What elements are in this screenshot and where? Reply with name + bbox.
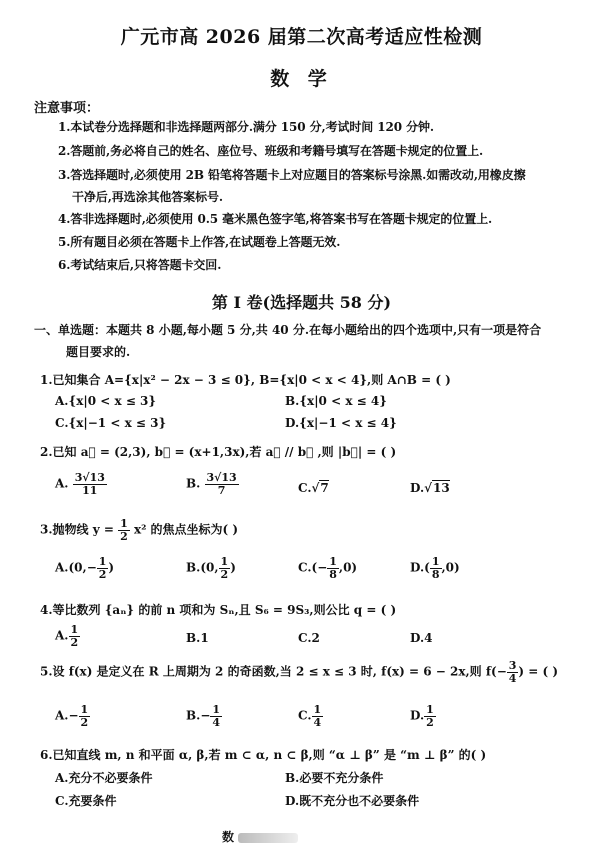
q2-c-radicand: 7 [320,481,329,495]
part-title: 第 I 卷(选择题共 58 分) [211,293,392,312]
question-3-stem [40,518,238,542]
q3-d-fraction [430,556,442,580]
sqrt-symbol: √ [424,481,433,495]
q5-d-pre: D. [410,708,425,723]
q5-a-denominator: 2 [80,715,89,729]
section-instruction: 一、单选题：本题共 8 小题,每小题 5 分,共 40 分.在每小题给出的四个选项中,只有一项是符合 [34,323,542,337]
q5-option-c [298,704,323,728]
q5-a-pre: A.− [55,708,79,723]
q5-option-a [55,704,90,728]
q5-a-numerator: 1 [80,703,89,716]
q3-b-fraction [219,556,231,580]
q2-a-numerator: 3√13 [74,471,105,484]
q3-option-b [186,556,236,580]
q5-d-fraction [424,704,436,728]
q2-b-numerator: 3√13 [206,471,237,484]
q5-b-fraction [210,704,222,728]
q2-option-a [55,472,107,496]
q3-d-denominator: 8 [431,567,440,581]
q4-option-a [55,624,80,648]
q5-d-numerator: 1 [426,703,434,716]
q2-a-fraction [73,472,107,496]
q6-option-b: B.必要不充分条件 [285,771,384,785]
page-footer [222,828,298,845]
q2-d-radicand: 13 [433,481,450,495]
question-6-stem: 6.已知直线 m, n 和平面 α, β,若 m ⊂ α, n ⊂ β,则 “α ⊥ β” 是 “m ⊥ β” 的( ) [40,748,487,762]
q3-c-denominator: 8 [329,567,337,581]
note-item: 干净后,再选涂其他答案标号. [72,190,223,204]
subject-title: 数 学 [270,68,333,90]
q2-b-fraction [205,472,239,496]
q4-option-c: C.2 [298,631,320,645]
q1-option-d: D.{x|−1 < x ≤ 4} [285,416,397,430]
q5-c-fraction [312,704,324,728]
note-item: 5.所有题目必须在答题卡上作答,在试题卷上答题无效. [58,235,341,249]
q6-option-c: C.充要条件 [55,794,117,808]
q1-option-a: A.{x|0 < x ≤ 3} [55,394,157,408]
q5-a-fraction [79,704,91,728]
q2-d-prefix: D. [410,481,425,495]
q3-a-fraction [97,556,109,580]
q4-option-b: B.1 [186,631,209,645]
q2-c-prefix: C. [298,481,312,495]
question-1-stem: 1.已知集合 A={x|x² − 2x − 3 ≤ 0}, B={x|0 < x < 4},则 A∩B = ( ) [40,373,451,387]
section-instruction-cont: 题目要求的. [66,345,131,359]
q2-option-d [410,481,450,495]
q2-option-b [186,472,239,496]
question-5-stem [40,660,558,684]
q5-option-d [410,704,436,728]
q3-stem-numerator: 1 [120,517,128,530]
question-2-stem: 2.已知 a⃗ = (2,3), b⃗ = (x+1,3x),若 a⃗ // b⃗ ,则 |b⃗| = ( ) [40,445,397,459]
q3-d-numerator: 1 [431,555,440,568]
q2-a-prefix: A. [55,476,69,491]
q2-b-denominator: 7 [217,483,226,497]
q3-c-post: ,0) [338,560,358,575]
q4-a-pre: A. [55,628,69,643]
q5-c-pre: C. [298,708,312,723]
q5-d-denominator: 2 [426,715,434,729]
note-item: 6.考试结束后,只将答题卡交回. [58,258,222,272]
q3-option-c [298,556,357,580]
footer-label: 数 [222,830,235,844]
q5-stem-post: ) = ( ) [518,664,559,679]
q3-stem-denominator: 2 [120,529,128,543]
q1-option-b: B.{x|0 < x ≤ 4} [285,394,387,408]
question-4-stem: 4.等比数列 {aₙ} 的前 n 项和为 Sₙ,且 S₆ = 9S₃,则公比 q = ( ) [40,603,397,617]
q2-b-prefix: B. [186,476,201,491]
exam-title: 广元市高 2026 届第二次高考适应性检测 [120,26,483,48]
q5-b-numerator: 1 [212,703,221,716]
q3-stem-pre: 3.抛物线 y = [40,522,114,537]
q5-stem-pre: 5.设 f(x) 是定义在 R 上周期为 2 的奇函数,当 2 ≤ x ≤ 3 时, f(x) = 6 − 2x,则 f(− [40,664,507,679]
q6-option-d: D.既不充分也不必要条件 [285,794,420,808]
q4-a-denominator: 2 [70,635,79,649]
sqrt-symbol: √ [311,481,320,495]
q5-option-b [186,704,222,728]
q3-a-post: ) [108,560,115,575]
notes-heading: 注意事项： [34,101,100,116]
q3-b-pre: B.(0, [186,560,219,575]
q3-d-pre: D.( [410,560,430,575]
q3-stem-fraction [118,518,130,542]
q4-option-d: D.4 [410,631,433,645]
q4-a-numerator: 1 [70,623,79,636]
footer-blur [238,833,298,843]
q3-c-fraction [327,556,339,580]
q3-c-pre: C.(− [298,560,328,575]
q3-option-a [55,556,114,580]
q5-b-denominator: 4 [212,715,221,729]
q5-b-pre: B.− [186,708,211,723]
q5-stem-numerator: 3 [508,659,517,672]
q3-b-denominator: 2 [220,567,229,581]
note-item: 3.答选择题时,必须使用 2B 铅笔将答题卡上对应题目的答案标号涂黑.如需改动,用橡皮擦 [58,168,526,182]
q3-b-numerator: 1 [220,555,229,568]
q6-option-a: A.充分不必要条件 [55,771,153,785]
q5-stem-fraction [507,660,519,684]
q2-a-denominator: 11 [82,483,98,497]
q3-a-pre: A.(0,− [55,560,97,575]
q3-a-denominator: 2 [98,567,107,581]
q3-a-numerator: 1 [98,555,107,568]
note-item: 1.本试卷分选择题和非选择题两部分.满分 150 分,考试时间 120 分钟. [58,120,434,134]
q3-c-numerator: 1 [329,555,337,568]
note-item: 4.答非选择题时,必须使用 0.5 毫米黑色签字笔,将答案书写在答题卡规定的位置上. [58,212,493,226]
q3-stem-post: x² 的焦点坐标为( ) [133,522,239,537]
q4-a-fraction [69,624,81,648]
q5-c-numerator: 1 [313,703,322,716]
q3-b-post: ) [230,560,236,575]
q3-d-post: ,0) [441,560,460,575]
q2-option-c [298,481,329,495]
q5-c-denominator: 4 [313,715,322,729]
note-item: 2.答题前,务必将自己的姓名、座位号、班级和考籍号填写在答题卡规定的位置上. [58,144,484,158]
q5-stem-denominator: 4 [508,671,517,685]
q3-option-d [410,556,460,580]
q1-option-c: C.{x|−1 < x ≤ 3} [55,416,167,430]
